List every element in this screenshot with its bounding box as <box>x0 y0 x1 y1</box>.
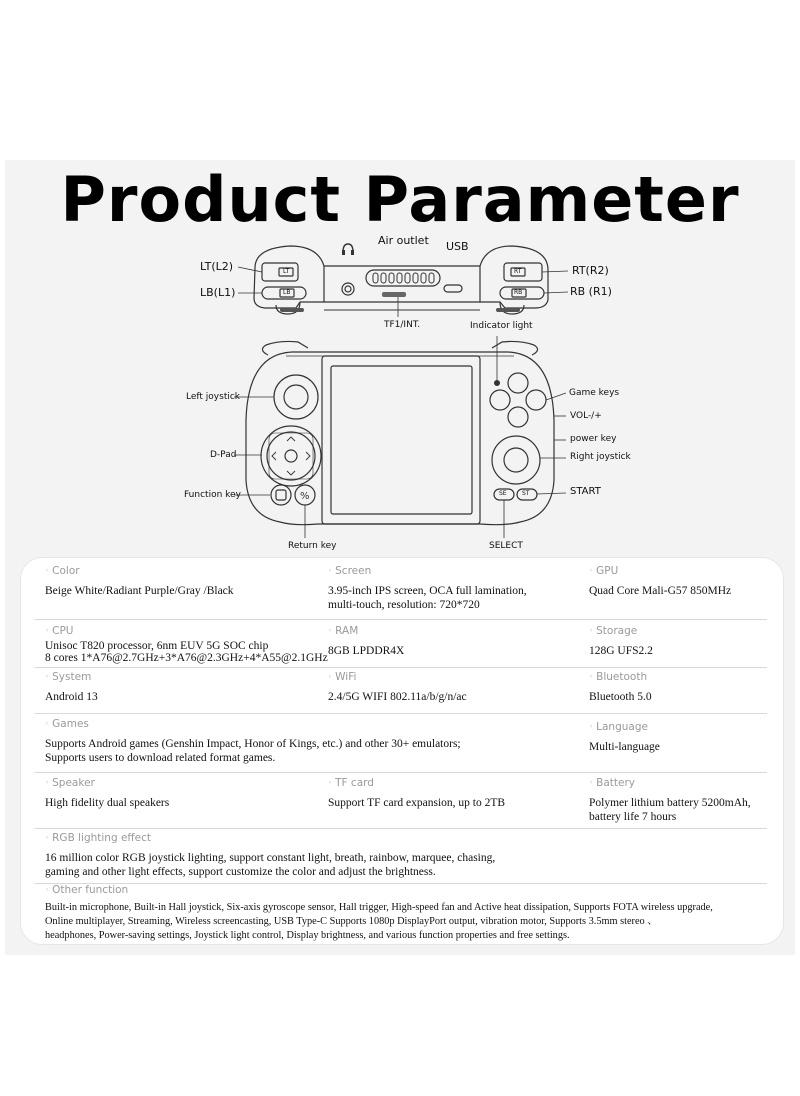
spec-wifi-title: ◦ WiFi <box>328 671 467 683</box>
label-usb: USB <box>446 240 469 253</box>
spec-gpu-title: ◦ GPU <box>589 565 731 577</box>
label-return-key: Return key <box>288 541 337 551</box>
spec-other <box>45 884 713 943</box>
spec-battery <box>589 777 751 824</box>
divider <box>35 713 767 714</box>
spec-storage-title: ◦ Storage <box>589 625 653 637</box>
spec-storage-value: 128G UFS2.2 <box>589 645 653 657</box>
rb-button-text: RB <box>514 289 523 296</box>
label-right-joystick: Right joystick <box>570 452 631 462</box>
spec-cpu <box>45 625 328 664</box>
page-title: Product Parameter <box>60 163 740 236</box>
spec-other-title: ◦ Other function <box>45 884 713 896</box>
spec-games-title: ◦ Games <box>45 718 461 730</box>
spec-rgb-title: ◦ RGB lighting effect <box>45 832 495 844</box>
spec-color-title: ◦ Color <box>45 565 234 577</box>
divider <box>35 772 767 773</box>
label-start: START <box>570 486 601 497</box>
se-button-text: SE <box>499 490 507 497</box>
label-lb-l1: LB(L1) <box>200 286 236 299</box>
spec-battery-title: ◦ Battery <box>589 777 751 789</box>
spec-cpu-title: ◦ CPU <box>45 625 328 637</box>
spec-language-value: Multi-language <box>589 741 660 753</box>
label-select: SELECT <box>489 541 523 551</box>
front-view-drawing <box>234 336 566 538</box>
spec-gpu-value: Quad Core Mali-G57 850MHz <box>589 585 732 597</box>
spec-rgb-value: 16 million color RGB joystick lighting, support constant light, breath, rainbow, marquee, chasing, gaming and other light effects, support customize the color and adjust the brightness. <box>45 852 496 878</box>
spec-ram-title: ◦ RAM <box>328 625 404 637</box>
st-button-text: ST <box>522 490 530 497</box>
lt-button-text: LT <box>283 268 290 275</box>
spec-ram <box>328 625 404 658</box>
spec-speaker-value: High fidelity dual speakers <box>45 797 170 809</box>
divider <box>35 619 767 620</box>
svg-text:%: % <box>300 491 310 502</box>
spec-screen-value: 3.95-inch IPS screen, OCA full lamination, multi-touch, resolution: 720*720 <box>328 585 527 611</box>
spec-system <box>45 671 98 704</box>
label-power-key: power key <box>570 434 617 444</box>
label-game-keys: Game keys <box>569 388 620 398</box>
spec-screen-title: ◦ Screen <box>328 565 527 577</box>
label-indicator-light: Indicator light <box>470 321 533 331</box>
spec-card <box>20 557 784 945</box>
spec-gpu <box>589 565 731 598</box>
spec-bluetooth-title: ◦ Bluetooth <box>589 671 652 683</box>
label-rt-r2: RT(R2) <box>572 264 609 277</box>
spec-battery-value: Polymer lithium battery 5200mAh, battery life 7 hours <box>589 797 751 823</box>
label-lt-l2: LT(L2) <box>200 260 234 273</box>
spec-system-value: Android 13 <box>45 691 98 703</box>
label-vol: VOL-/+ <box>570 411 602 421</box>
spec-storage <box>589 625 653 658</box>
spec-color-value: Beige White/Radiant Purple/Gray /Black <box>45 585 234 597</box>
label-rb-r1: RB (R1) <box>570 285 612 298</box>
spec-tf-card <box>328 777 505 810</box>
spec-wifi <box>328 671 467 704</box>
label-left-joystick: Left joystick <box>186 392 241 402</box>
label-dpad: D-Pad <box>210 450 237 460</box>
spec-wifi-value: 2.4/5G WIFI 802.11a/b/g/n/ac <box>328 691 467 703</box>
spec-language <box>589 721 660 754</box>
top-view-drawing <box>238 244 568 317</box>
spec-system-title: ◦ System <box>45 671 98 683</box>
spec-cpu-value: Unisoc T820 processor, 6nm EUV 5G SOC chip 8 cores 1*A76@2.7GHz+3*A76@2.3GHz+4*A55@2.1GHz <box>45 640 328 664</box>
spec-games-value: Supports Android games (Genshin Impact, Honor of Kings, etc.) and other 30+ emulators; Supports users to download related format games. <box>45 738 461 764</box>
spec-color <box>45 565 234 598</box>
label-tf-slot: TF1/INT. <box>384 320 421 330</box>
spec-speaker-title: ◦ Speaker <box>45 777 169 789</box>
spec-games <box>45 718 461 765</box>
divider <box>35 667 767 668</box>
label-function-key: Function key <box>184 490 241 500</box>
divider <box>35 828 767 829</box>
rt-button-text: RT <box>514 268 522 275</box>
spec-screen <box>328 565 527 612</box>
spec-bluetooth-value: Bluetooth 5.0 <box>589 691 652 703</box>
spec-bluetooth <box>589 671 652 704</box>
spec-other-value: Built-in microphone, Built-in Hall joystick, Six-axis gyroscope sensor, Hall trigger, High-speed fan and Active heat dissipation, Supports FOTA wireless upgrade, Online multiplayer, Streaming, Wireless screencasting, USB Type-C Supports 1080p DisplayPort output, vibration motor, Supports 3.5mm stereo 、 headphones, Power-saving settings, Joystick light control, Display brightness, and various function properties and free settings. <box>45 902 713 941</box>
spec-speaker <box>45 777 169 810</box>
label-air-outlet: Air outlet <box>378 234 429 247</box>
spec-ram-value: 8GB LPDDR4X <box>328 645 405 657</box>
spec-tf-card-title: ◦ TF card <box>328 777 505 789</box>
lb-button-text: LB <box>283 289 291 296</box>
spec-tf-card-value: Support TF card expansion, up to 2TB <box>328 797 506 809</box>
spec-rgb <box>45 832 495 879</box>
spec-language-title: ◦ Language <box>589 721 660 733</box>
